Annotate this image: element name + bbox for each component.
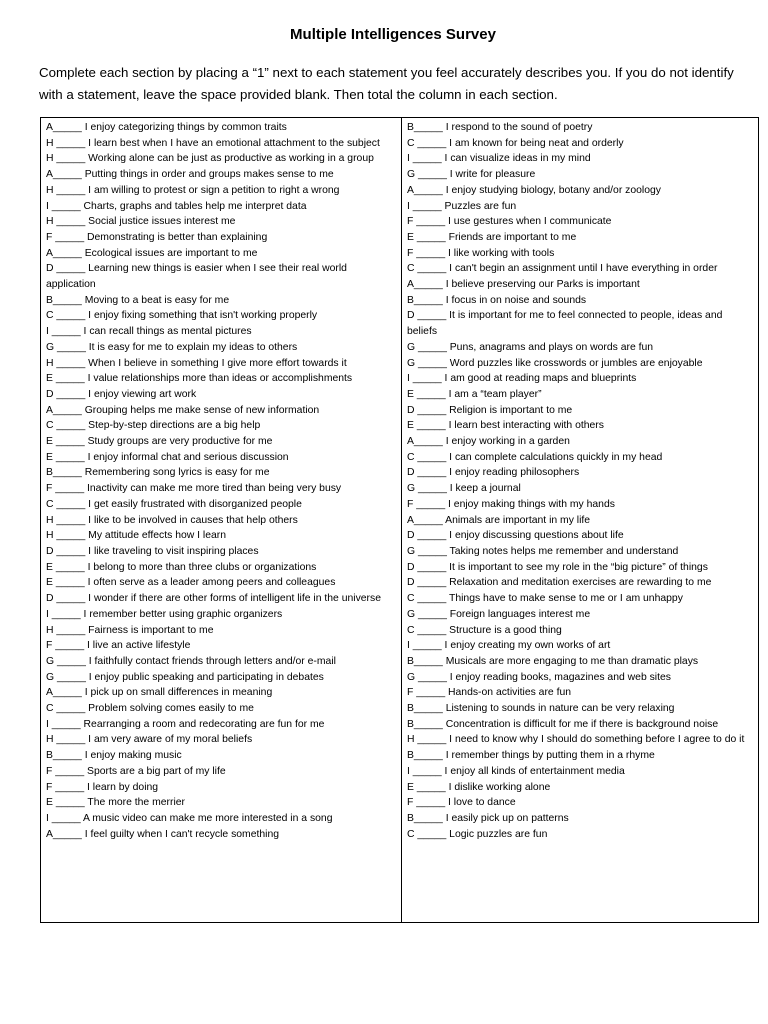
survey-statement: I _____ I enjoy all kinds of entertainment media <box>407 765 625 777</box>
survey-statement: B_____ Remembering song lyrics is easy for me <box>46 467 270 479</box>
survey-statement: B_____ I remember things by putting them in a rhyme <box>407 750 655 762</box>
survey-statement: G _____ Puns, anagrams and plays on words are fun <box>407 341 654 353</box>
survey-statement: H _____ I learn best when I have an emotional attachment to the subject <box>46 137 380 149</box>
survey-statement: C _____ Logic puzzles are fun <box>407 828 548 840</box>
survey-statement: F _____ I live an active lifestyle <box>46 640 191 652</box>
instructions-paragraph: Complete each section by placing a “1” next to each statement you feel accurately describes you. If you do not identify with a statement, leave the space provided blank. Then total the column in each section. <box>39 65 734 102</box>
survey-statement: F _____ Sports are a big part of my life <box>46 765 226 777</box>
survey-statement: A_____ I enjoy studying biology, botany and/or zoology <box>407 184 661 196</box>
survey-statement: G _____ It is easy for me to explain my ideas to others <box>46 341 298 353</box>
survey-statement: B_____ I respond to the sound of poetry <box>407 122 593 133</box>
survey-statement: F _____ I love to dance <box>407 797 516 809</box>
survey-statement: C _____ I can't begin an assignment until I have everything in order <box>407 263 718 275</box>
survey-statement: B_____ Musicals are more engaging to me than dramatic plays <box>407 655 699 667</box>
survey-statement: B_____ I easily pick up on patterns <box>407 812 569 824</box>
survey-statement: A_____ Putting things in order and groups makes sense to me <box>46 169 334 181</box>
survey-statement: D _____ Religion is important to me <box>407 404 573 416</box>
survey-statement: H _____ I am willing to protest or sign a petition to right a wrong <box>46 184 340 196</box>
survey-statement: I _____ Charts, graphs and tables help me interpret data <box>46 200 307 212</box>
survey-statement: D _____ It is important to see my role in the “big picture” of things <box>407 561 708 573</box>
survey-statement: A_____ I enjoy working in a garden <box>407 436 570 448</box>
survey-statement: C _____ I can complete calculations quickly in my head <box>407 451 663 463</box>
survey-statement: E _____ Study groups are very productive for me <box>46 436 273 448</box>
survey-statement: D _____ Relaxation and meditation exercises are rewarding to me <box>407 577 712 589</box>
survey-statement: H _____ I like to be involved in causes that help others <box>46 514 298 526</box>
survey-statement: H _____ I am very aware of my moral beliefs <box>46 734 253 746</box>
survey-statement: A_____ I pick up on small differences in meaning <box>46 687 273 699</box>
survey-statement: B_____ Concentration is difficult for me if there is background noise <box>407 718 719 730</box>
survey-statement: H _____ Working alone can be just as productive as working in a group <box>46 153 374 165</box>
survey-statement: G _____ Foreign languages interest me <box>407 608 591 620</box>
survey-statement: D _____ I enjoy reading philosophers <box>407 467 580 479</box>
survey-statement: F _____ I learn by doing <box>46 781 159 793</box>
survey-statement: I _____ I remember better using graphic organizers <box>46 608 283 620</box>
survey-table <box>40 117 759 923</box>
survey-statement: A_____ Ecological issues are important to me <box>46 247 258 259</box>
survey-statement: F _____ Inactivity can make me more tired than being very busy <box>46 483 342 495</box>
survey-statement: H _____ I need to know why I should do something before I agree to do it <box>407 734 745 746</box>
survey-statement: F _____ I like working with tools <box>407 247 555 259</box>
survey-statement: I _____ I can recall things as mental pictures <box>46 326 252 338</box>
survey-statement: C _____ Structure is a good thing <box>407 624 562 636</box>
survey-statement: G _____ I enjoy public speaking and participating in debates <box>46 671 324 683</box>
survey-statement: D _____ I enjoy discussing questions about life <box>407 530 624 542</box>
survey-statement: C _____ I am known for being neat and orderly <box>407 137 624 149</box>
survey-statement: H _____ Social justice issues interest me <box>46 216 236 228</box>
survey-statement: G _____ I enjoy reading books, magazines and web sites <box>407 671 671 683</box>
survey-statement: H _____ Fairness is important to me <box>46 624 214 636</box>
survey-statement: E _____ Friends are important to me <box>407 231 577 243</box>
survey-statement: A_____ I feel guilty when I can't recycle something <box>46 828 280 840</box>
survey-statement: B_____ Listening to sounds in nature can be very relaxing <box>407 703 675 715</box>
survey-statement: I _____ I can visualize ideas in my mind <box>407 153 591 165</box>
survey-statement: C _____ Problem solving comes easily to me <box>46 703 254 715</box>
survey-statement: E _____ I often serve as a leader among peers and colleagues <box>46 577 336 589</box>
survey-statement: I _____ I enjoy creating my own works of art <box>407 640 611 652</box>
left-column <box>41 118 402 922</box>
survey-statement: A_____ Grouping helps me make sense of new information <box>46 404 320 416</box>
survey-statement: C _____ Step-by-step directions are a big help <box>46 420 261 432</box>
survey-statement: D _____ I enjoy viewing art work <box>46 388 197 400</box>
survey-statement: B_____ Moving to a beat is easy for me <box>46 294 230 306</box>
survey-statement: C _____ I enjoy fixing something that isn't working properly <box>46 310 318 322</box>
survey-statement: F _____ Demonstrating is better than explaining <box>46 231 268 243</box>
survey-statement: D _____ I wonder if there are other forms of intelligent life in the universe <box>46 593 381 605</box>
survey-statement: C _____ I get easily frustrated with disorganized people <box>46 498 302 510</box>
survey-statement: I _____ Rearranging a room and redecorating are fun for me <box>46 718 325 730</box>
survey-statement: E _____ I belong to more than three clubs or organizations <box>46 561 317 573</box>
survey-statement: F _____ I enjoy making things with my hands <box>407 498 615 510</box>
survey-statement: E _____ The more the merrier <box>46 797 185 809</box>
survey-statement: A_____ I enjoy categorizing things by common traits <box>46 122 287 133</box>
survey-statement: A_____ Animals are important in my life <box>407 514 591 526</box>
survey-statement: B_____ I enjoy making music <box>46 750 182 762</box>
survey-statement: E _____ I dislike working alone <box>407 781 551 793</box>
survey-statement: G _____ Word puzzles like crosswords or jumbles are enjoyable <box>407 357 703 369</box>
survey-statement: I _____ I am good at reading maps and blueprints <box>407 373 637 385</box>
survey-statement: H _____ My attitude effects how I learn <box>46 530 227 542</box>
survey-statement: E _____ I learn best interacting with others <box>407 420 604 432</box>
right-column <box>402 118 758 922</box>
survey-statement: G _____ I keep a journal <box>407 483 521 495</box>
survey-statement: A_____ I believe preserving our Parks is important <box>407 279 640 291</box>
survey-statement: C _____ Things have to make sense to me or I am unhappy <box>407 593 683 605</box>
survey-statement: G _____ I faithfully contact friends through letters and/or e-mail <box>46 655 336 667</box>
survey-statement: D _____ Learning new things is easier when I see their real world application <box>46 263 347 291</box>
survey-statement: D _____ It is important for me to feel connected to people, ideas and beliefs <box>407 310 723 338</box>
survey-statement: D _____ I like traveling to visit inspiring places <box>46 545 259 557</box>
survey-statement: F _____ I use gestures when I communicate <box>407 216 612 228</box>
page-title: Multiple Intelligences Survey <box>290 26 496 43</box>
survey-statement: B_____ I focus in on noise and sounds <box>407 294 587 306</box>
survey-statement: I _____ A music video can make me more interested in a song <box>46 812 333 824</box>
survey-statement: F _____ Hands-on activities are fun <box>407 687 572 699</box>
survey-statement: I _____ Puzzles are fun <box>407 200 517 212</box>
survey-statement: G _____ I write for pleasure <box>407 169 536 181</box>
survey-statement: H _____ When I believe in something I give more effort towards it <box>46 357 347 369</box>
survey-statement: E _____ I am a “team player” <box>407 388 542 400</box>
survey-statement: E _____ I enjoy informal chat and serious discussion <box>46 451 289 463</box>
survey-statement: G _____ Taking notes helps me remember and understand <box>407 545 679 557</box>
survey-statement: E _____ I value relationships more than ideas or accomplishments <box>46 373 353 385</box>
